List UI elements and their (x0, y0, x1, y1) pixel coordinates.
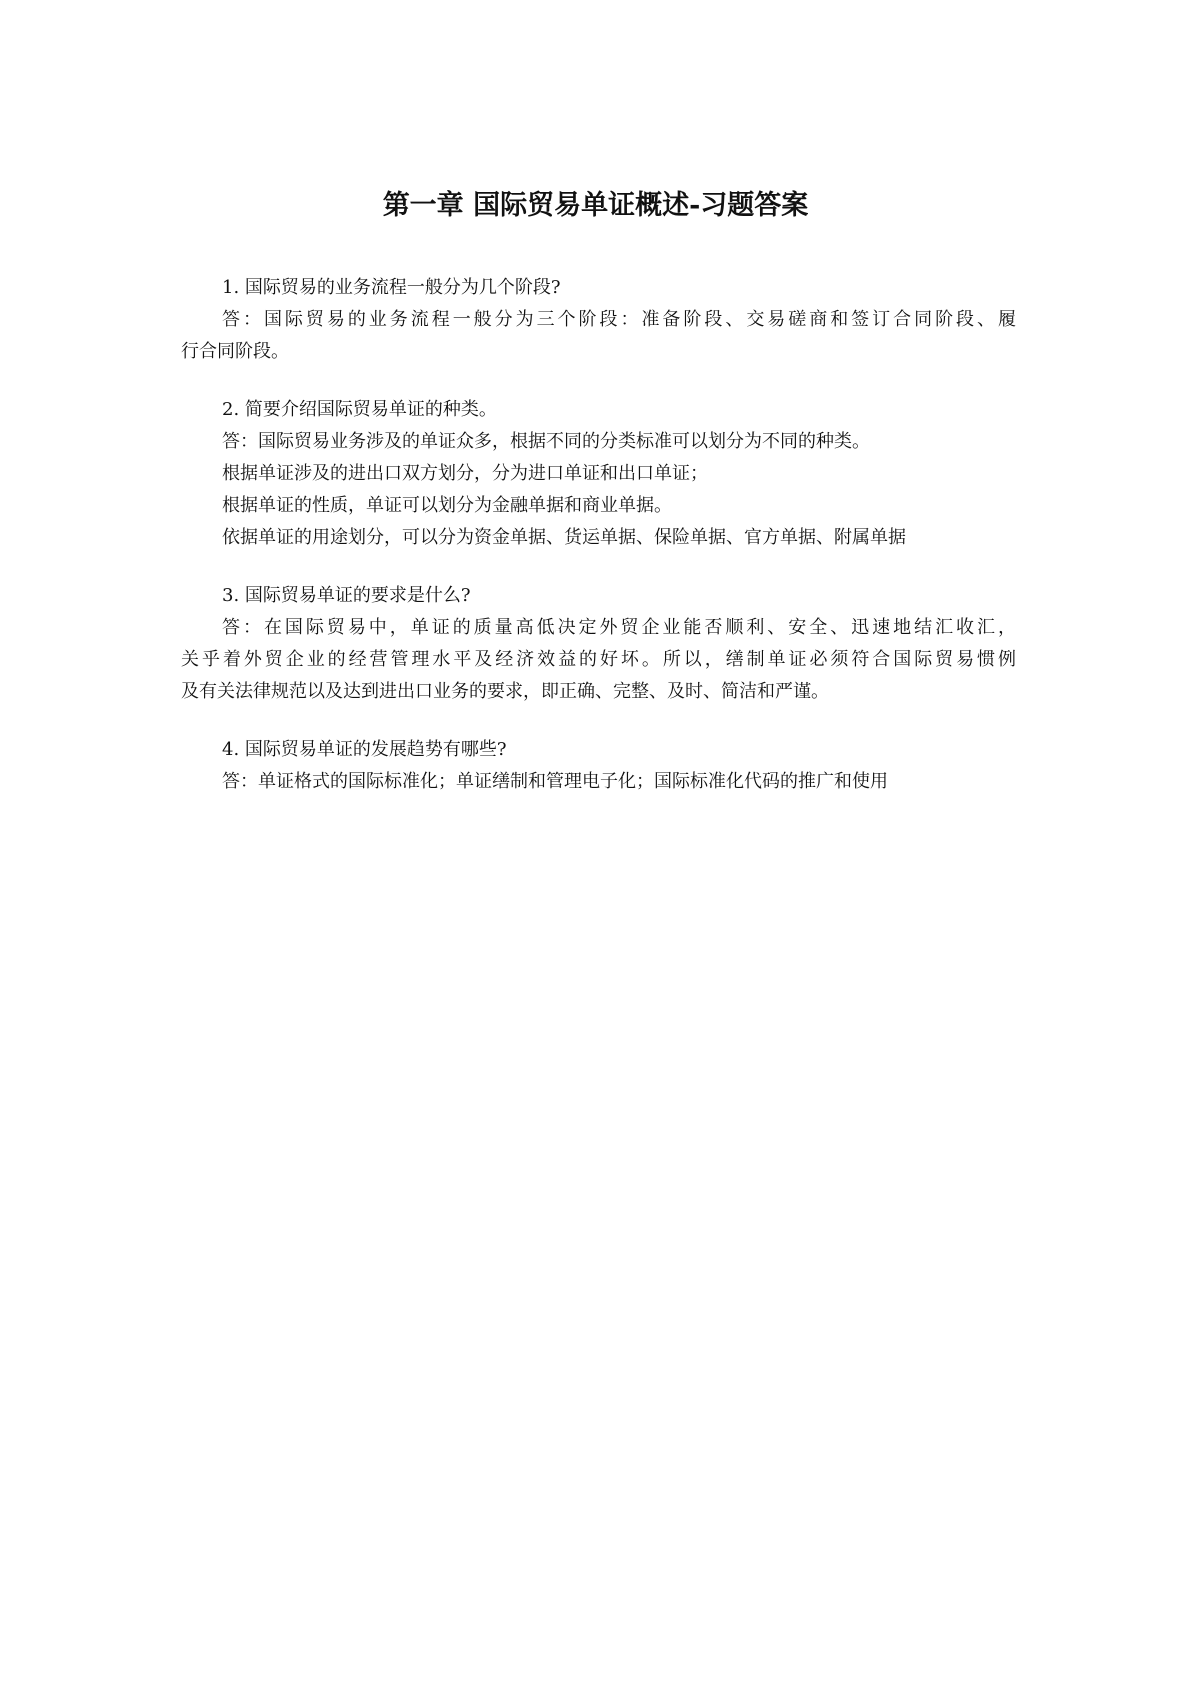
qa-section-4 (181, 734, 1016, 798)
answer-1-line-1: 答：国际贸易的业务流程一般分为三个阶段：准备阶段、交易磋商和签订合同阶段、履 (222, 309, 1016, 330)
answer-3-line-1: 答：在国际贸易中，单证的质量高低决定外贸企业能否顺利、安全、迅速地结汇收汇， (222, 617, 1016, 638)
qa-content (181, 272, 1016, 824)
question-1: 1. 国际贸易的业务流程一般分为几个阶段? (222, 277, 561, 298)
question-3: 3. 国际贸易单证的要求是什么? (222, 585, 471, 606)
question-4: 4. 国际贸易单证的发展趋势有哪些? (222, 739, 507, 760)
answer-3-line-3: 及有关法律规范以及达到进出口业务的要求，即正确、完整、及时、简洁和严谨。 (181, 681, 829, 702)
answer-4-line-1: 答：单证格式的国际标准化；单证缮制和管理电子化；国际标准化代码的推广和使用 (222, 771, 888, 792)
answer-3-line-2: 关乎着外贸企业的经营管理水平及经济效益的好坏。所以，缮制单证必须符合国际贸易惯例 (181, 649, 1016, 670)
page-title: 第一章 国际贸易单证概述-习题答案 (382, 190, 809, 221)
answer-1-line-2: 行合同阶段。 (181, 341, 289, 362)
answer-2-line-3: 根据单证的性质，单证可以划分为金融单据和商业单据。 (222, 495, 672, 516)
answer-2-line-1: 答：国际贸易业务涉及的单证众多，根据不同的分类标准可以划分为不同的种类。 (222, 431, 870, 452)
question-2: 2. 简要介绍国际贸易单证的种类。 (222, 399, 497, 420)
answer-2-line-2: 根据单证涉及的进出口双方划分，分为进口单证和出口单证； (222, 463, 708, 484)
qa-section-1 (181, 272, 1016, 368)
answer-2-line-4: 依据单证的用途划分，可以分为资金单据、货运单据、保险单据、官方单据、附属单据 (222, 527, 906, 548)
qa-section-2 (181, 394, 1016, 554)
qa-section-3 (181, 580, 1016, 708)
